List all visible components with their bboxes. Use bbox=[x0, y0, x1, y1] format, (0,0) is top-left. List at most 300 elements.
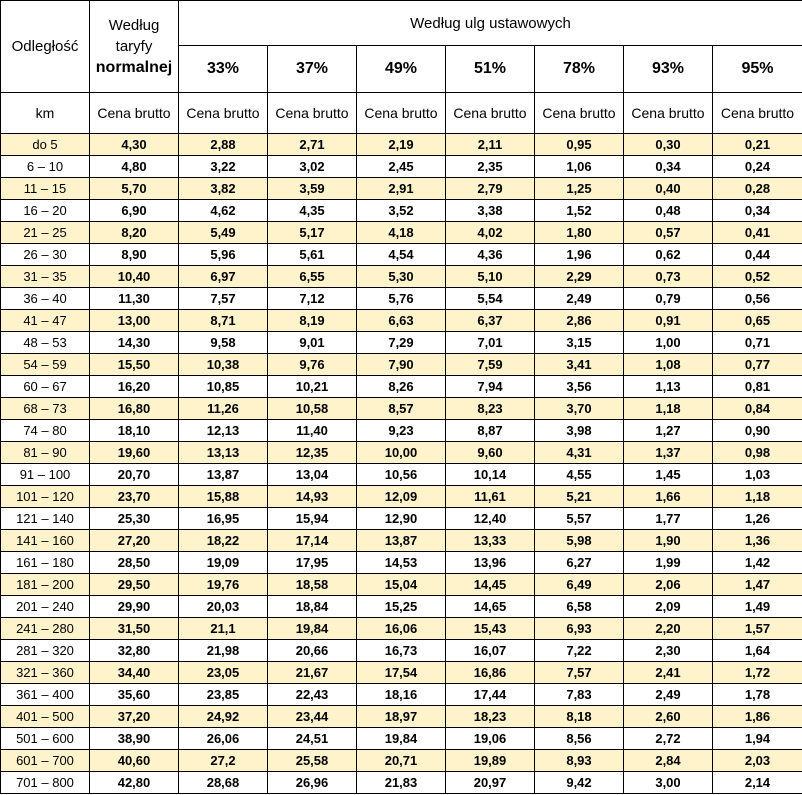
distance-cell: 48 – 53 bbox=[1, 332, 90, 354]
price-cell: 6,93 bbox=[535, 618, 624, 640]
price-cell: 8,18 bbox=[535, 706, 624, 728]
price-cell: 16,80 bbox=[90, 398, 179, 420]
price-cell: 0,21 bbox=[713, 134, 802, 156]
price-cell: 0,41 bbox=[713, 222, 802, 244]
price-cell: 6,49 bbox=[535, 574, 624, 596]
price-cell: 8,56 bbox=[535, 728, 624, 750]
distance-cell: 181 – 200 bbox=[1, 574, 90, 596]
price-cell: 6,55 bbox=[268, 266, 357, 288]
price-cell: 14,45 bbox=[446, 574, 535, 596]
price-cell: 7,57 bbox=[179, 288, 268, 310]
price-cell: 32,80 bbox=[90, 640, 179, 662]
price-cell: 3,02 bbox=[268, 156, 357, 178]
price-cell: 4,35 bbox=[268, 200, 357, 222]
price-cell: 0,84 bbox=[713, 398, 802, 420]
price-cell: 1,52 bbox=[535, 200, 624, 222]
table-row bbox=[1, 574, 802, 596]
price-cell: 3,41 bbox=[535, 354, 624, 376]
price-cell: 4,36 bbox=[446, 244, 535, 266]
table-row bbox=[1, 420, 802, 442]
price-cell: 13,96 bbox=[446, 552, 535, 574]
price-cell: 0,28 bbox=[713, 178, 802, 200]
price-cell: 1,25 bbox=[535, 178, 624, 200]
table-row bbox=[1, 662, 802, 684]
distance-header: Odległość bbox=[1, 1, 90, 93]
price-header: Cena brutto bbox=[90, 93, 179, 134]
price-cell: 16,20 bbox=[90, 376, 179, 398]
price-cell: 1,08 bbox=[624, 354, 713, 376]
price-cell: 21,67 bbox=[268, 662, 357, 684]
price-cell: 4,80 bbox=[90, 156, 179, 178]
table-row bbox=[1, 552, 802, 574]
price-cell: 12,40 bbox=[446, 508, 535, 530]
price-cell: 8,87 bbox=[446, 420, 535, 442]
price-cell: 12,90 bbox=[357, 508, 446, 530]
price-cell: 20,70 bbox=[90, 464, 179, 486]
price-cell: 23,85 bbox=[179, 684, 268, 706]
price-cell: 27,20 bbox=[90, 530, 179, 552]
price-cell: 13,87 bbox=[179, 464, 268, 486]
discount-header-51: 51% bbox=[446, 46, 535, 93]
table-row bbox=[1, 530, 802, 552]
price-cell: 0,57 bbox=[624, 222, 713, 244]
price-cell: 2,49 bbox=[535, 288, 624, 310]
table-row bbox=[1, 750, 802, 772]
price-cell: 20,03 bbox=[179, 596, 268, 618]
price-cell: 6,27 bbox=[535, 552, 624, 574]
price-cell: 18,22 bbox=[179, 530, 268, 552]
price-cell: 15,50 bbox=[90, 354, 179, 376]
price-cell: 4,30 bbox=[90, 134, 179, 156]
distance-cell: 60 – 67 bbox=[1, 376, 90, 398]
table-row bbox=[1, 486, 802, 508]
price-cell: 1,27 bbox=[624, 420, 713, 442]
price-cell: 1,45 bbox=[624, 464, 713, 486]
price-cell: 11,61 bbox=[446, 486, 535, 508]
price-cell: 3,38 bbox=[446, 200, 535, 222]
price-cell: 28,68 bbox=[179, 772, 268, 794]
distance-cell: 16 – 20 bbox=[1, 200, 90, 222]
distance-cell: 74 – 80 bbox=[1, 420, 90, 442]
distance-cell: 601 – 700 bbox=[1, 750, 90, 772]
price-cell: 20,66 bbox=[268, 640, 357, 662]
distance-cell: 701 – 800 bbox=[1, 772, 90, 794]
price-cell: 9,42 bbox=[535, 772, 624, 794]
price-cell: 27,2 bbox=[179, 750, 268, 772]
price-cell: 24,51 bbox=[268, 728, 357, 750]
distance-cell: 401 – 500 bbox=[1, 706, 90, 728]
price-cell: 2,06 bbox=[624, 574, 713, 596]
table-row bbox=[1, 266, 802, 288]
price-cell: 14,30 bbox=[90, 332, 179, 354]
price-cell: 10,00 bbox=[357, 442, 446, 464]
price-header: Cena brutto bbox=[535, 93, 624, 134]
price-cell: 8,19 bbox=[268, 310, 357, 332]
table-row bbox=[1, 332, 802, 354]
price-cell: 1,00 bbox=[624, 332, 713, 354]
price-cell: 38,90 bbox=[90, 728, 179, 750]
price-cell: 10,14 bbox=[446, 464, 535, 486]
price-cell: 3,98 bbox=[535, 420, 624, 442]
price-cell: 3,82 bbox=[179, 178, 268, 200]
price-cell: 7,01 bbox=[446, 332, 535, 354]
price-cell: 4,31 bbox=[535, 442, 624, 464]
price-cell: 23,05 bbox=[179, 662, 268, 684]
discount-header-33: 33% bbox=[179, 46, 268, 93]
price-cell: 31,50 bbox=[90, 618, 179, 640]
table-row bbox=[1, 376, 802, 398]
distance-cell: 26 – 30 bbox=[1, 244, 90, 266]
price-cell: 2,60 bbox=[624, 706, 713, 728]
price-cell: 5,30 bbox=[357, 266, 446, 288]
distance-cell: 54 – 59 bbox=[1, 354, 90, 376]
distance-cell: 241 – 280 bbox=[1, 618, 90, 640]
price-cell: 0,40 bbox=[624, 178, 713, 200]
price-cell: 2,03 bbox=[713, 750, 802, 772]
price-cell: 7,29 bbox=[357, 332, 446, 354]
price-cell: 2,41 bbox=[624, 662, 713, 684]
price-cell: 40,60 bbox=[90, 750, 179, 772]
table-row bbox=[1, 222, 802, 244]
price-cell: 19,06 bbox=[446, 728, 535, 750]
distance-cell: 141 – 160 bbox=[1, 530, 90, 552]
price-cell: 18,97 bbox=[357, 706, 446, 728]
discount-header-78: 78% bbox=[535, 46, 624, 93]
price-cell: 1,78 bbox=[713, 684, 802, 706]
price-header: Cena brutto bbox=[713, 93, 802, 134]
distance-cell: do 5 bbox=[1, 134, 90, 156]
price-cell: 9,23 bbox=[357, 420, 446, 442]
price-cell: 15,43 bbox=[446, 618, 535, 640]
table-row bbox=[1, 310, 802, 332]
distance-cell: 6 – 10 bbox=[1, 156, 90, 178]
price-cell: 1,18 bbox=[624, 398, 713, 420]
price-cell: 4,54 bbox=[357, 244, 446, 266]
distance-cell: 321 – 360 bbox=[1, 662, 90, 684]
price-cell: 15,25 bbox=[357, 596, 446, 618]
price-cell: 5,70 bbox=[90, 178, 179, 200]
price-cell: 21,1 bbox=[179, 618, 268, 640]
distance-cell: 36 – 40 bbox=[1, 288, 90, 310]
price-cell: 0,81 bbox=[713, 376, 802, 398]
discount-header-49: 49% bbox=[357, 46, 446, 93]
distance-cell: 281 – 320 bbox=[1, 640, 90, 662]
price-cell: 0,30 bbox=[624, 134, 713, 156]
price-cell: 6,97 bbox=[179, 266, 268, 288]
price-cell: 19,60 bbox=[90, 442, 179, 464]
price-cell: 16,95 bbox=[179, 508, 268, 530]
price-cell: 18,23 bbox=[446, 706, 535, 728]
price-cell: 10,58 bbox=[268, 398, 357, 420]
unit-header: km bbox=[1, 93, 90, 134]
price-cell: 10,38 bbox=[179, 354, 268, 376]
price-cell: 8,93 bbox=[535, 750, 624, 772]
price-cell: 1,49 bbox=[713, 596, 802, 618]
price-cell: 5,98 bbox=[535, 530, 624, 552]
price-cell: 0,34 bbox=[713, 200, 802, 222]
table-row bbox=[1, 200, 802, 222]
price-cell: 17,14 bbox=[268, 530, 357, 552]
price-cell: 17,95 bbox=[268, 552, 357, 574]
price-cell: 19,89 bbox=[446, 750, 535, 772]
distance-cell: 201 – 240 bbox=[1, 596, 90, 618]
price-cell: 0,65 bbox=[713, 310, 802, 332]
price-cell: 9,76 bbox=[268, 354, 357, 376]
price-cell: 10,85 bbox=[179, 376, 268, 398]
price-cell: 16,07 bbox=[446, 640, 535, 662]
price-cell: 25,58 bbox=[268, 750, 357, 772]
price-cell: 3,59 bbox=[268, 178, 357, 200]
price-cell: 4,55 bbox=[535, 464, 624, 486]
price-cell: 18,84 bbox=[268, 596, 357, 618]
price-cell: 0,73 bbox=[624, 266, 713, 288]
distance-cell: 81 – 90 bbox=[1, 442, 90, 464]
price-cell: 42,80 bbox=[90, 772, 179, 794]
price-cell: 0,77 bbox=[713, 354, 802, 376]
price-cell: 7,57 bbox=[535, 662, 624, 684]
distance-cell: 101 – 120 bbox=[1, 486, 90, 508]
price-cell: 34,40 bbox=[90, 662, 179, 684]
price-cell: 12,35 bbox=[268, 442, 357, 464]
price-cell: 7,22 bbox=[535, 640, 624, 662]
price-cell: 8,71 bbox=[179, 310, 268, 332]
price-cell: 8,90 bbox=[90, 244, 179, 266]
price-cell: 17,44 bbox=[446, 684, 535, 706]
price-cell: 2,20 bbox=[624, 618, 713, 640]
price-cell: 7,90 bbox=[357, 354, 446, 376]
price-cell: 5,76 bbox=[357, 288, 446, 310]
price-cell: 0,98 bbox=[713, 442, 802, 464]
price-cell: 17,54 bbox=[357, 662, 446, 684]
discount-header-93: 93% bbox=[624, 46, 713, 93]
price-cell: 7,83 bbox=[535, 684, 624, 706]
price-cell: 2,79 bbox=[446, 178, 535, 200]
price-cell: 5,17 bbox=[268, 222, 357, 244]
price-cell: 12,09 bbox=[357, 486, 446, 508]
price-header: Cena brutto bbox=[268, 93, 357, 134]
price-cell: 6,90 bbox=[90, 200, 179, 222]
price-cell: 0,24 bbox=[713, 156, 802, 178]
price-cell: 11,40 bbox=[268, 420, 357, 442]
price-cell: 16,73 bbox=[357, 640, 446, 662]
price-cell: 2,88 bbox=[179, 134, 268, 156]
price-cell: 19,09 bbox=[179, 552, 268, 574]
price-cell: 2,14 bbox=[713, 772, 802, 794]
price-cell: 25,30 bbox=[90, 508, 179, 530]
price-cell: 0,79 bbox=[624, 288, 713, 310]
price-cell: 1,26 bbox=[713, 508, 802, 530]
price-header: Cena brutto bbox=[446, 93, 535, 134]
price-cell: 0,91 bbox=[624, 310, 713, 332]
normal-fare-header-line1: Według bbox=[108, 17, 160, 34]
price-cell: 9,01 bbox=[268, 332, 357, 354]
price-header: Cena brutto bbox=[357, 93, 446, 134]
table-row bbox=[1, 596, 802, 618]
price-cell: 22,43 bbox=[268, 684, 357, 706]
price-cell: 10,21 bbox=[268, 376, 357, 398]
price-cell: 13,04 bbox=[268, 464, 357, 486]
price-cell: 13,00 bbox=[90, 310, 179, 332]
price-cell: 21,83 bbox=[357, 772, 446, 794]
table-row bbox=[1, 178, 802, 200]
distance-cell: 91 – 100 bbox=[1, 464, 90, 486]
price-header: Cena brutto bbox=[179, 93, 268, 134]
price-cell: 6,63 bbox=[357, 310, 446, 332]
price-cell: 15,94 bbox=[268, 508, 357, 530]
distance-cell: 121 – 140 bbox=[1, 508, 90, 530]
price-cell: 26,06 bbox=[179, 728, 268, 750]
price-cell: 9,58 bbox=[179, 332, 268, 354]
price-cell: 15,88 bbox=[179, 486, 268, 508]
price-cell: 20,71 bbox=[357, 750, 446, 772]
price-cell: 28,50 bbox=[90, 552, 179, 574]
price-cell: 13,87 bbox=[357, 530, 446, 552]
price-cell: 5,57 bbox=[535, 508, 624, 530]
price-cell: 1,99 bbox=[624, 552, 713, 574]
distance-cell: 361 – 400 bbox=[1, 684, 90, 706]
distance-cell: 31 – 35 bbox=[1, 266, 90, 288]
price-cell: 3,56 bbox=[535, 376, 624, 398]
price-cell: 18,16 bbox=[357, 684, 446, 706]
price-cell: 11,26 bbox=[179, 398, 268, 420]
price-cell: 16,86 bbox=[446, 662, 535, 684]
price-cell: 1,57 bbox=[713, 618, 802, 640]
price-cell: 4,62 bbox=[179, 200, 268, 222]
distance-cell: 501 – 600 bbox=[1, 728, 90, 750]
price-cell: 4,02 bbox=[446, 222, 535, 244]
price-cell: 1,06 bbox=[535, 156, 624, 178]
price-cell: 0,56 bbox=[713, 288, 802, 310]
price-cell: 6,37 bbox=[446, 310, 535, 332]
price-cell: 23,44 bbox=[268, 706, 357, 728]
discounts-header: Według ulg ustawowych bbox=[179, 1, 802, 46]
price-cell: 2,86 bbox=[535, 310, 624, 332]
price-cell: 2,29 bbox=[535, 266, 624, 288]
price-cell: 16,06 bbox=[357, 618, 446, 640]
price-cell: 7,12 bbox=[268, 288, 357, 310]
table-body bbox=[1, 134, 802, 794]
price-cell: 1,80 bbox=[535, 222, 624, 244]
price-cell: 24,92 bbox=[179, 706, 268, 728]
price-cell: 0,44 bbox=[713, 244, 802, 266]
price-cell: 1,90 bbox=[624, 530, 713, 552]
price-cell: 0,48 bbox=[624, 200, 713, 222]
price-cell: 0,62 bbox=[624, 244, 713, 266]
table-row bbox=[1, 442, 802, 464]
normal-fare-header-line3: normalnej bbox=[95, 59, 173, 76]
price-cell: 2,72 bbox=[624, 728, 713, 750]
price-cell: 10,40 bbox=[90, 266, 179, 288]
price-cell: 29,50 bbox=[90, 574, 179, 596]
price-cell: 3,70 bbox=[535, 398, 624, 420]
price-cell: 12,13 bbox=[179, 420, 268, 442]
table-row bbox=[1, 772, 802, 794]
price-cell: 1,64 bbox=[713, 640, 802, 662]
table-row bbox=[1, 288, 802, 310]
price-cell: 8,26 bbox=[357, 376, 446, 398]
price-cell: 5,49 bbox=[179, 222, 268, 244]
price-cell: 2,11 bbox=[446, 134, 535, 156]
price-cell: 3,22 bbox=[179, 156, 268, 178]
price-cell: 21,98 bbox=[179, 640, 268, 662]
distance-cell: 11 – 15 bbox=[1, 178, 90, 200]
table-row bbox=[1, 156, 802, 178]
price-cell: 1,96 bbox=[535, 244, 624, 266]
price-cell: 10,56 bbox=[357, 464, 446, 486]
price-cell: 26,96 bbox=[268, 772, 357, 794]
price-cell: 18,10 bbox=[90, 420, 179, 442]
price-cell: 19,84 bbox=[357, 728, 446, 750]
price-cell: 2,45 bbox=[357, 156, 446, 178]
table-row bbox=[1, 354, 802, 376]
price-cell: 4,18 bbox=[357, 222, 446, 244]
price-cell: 11,30 bbox=[90, 288, 179, 310]
table-row bbox=[1, 464, 802, 486]
price-cell: 14,53 bbox=[357, 552, 446, 574]
price-cell: 1,13 bbox=[624, 376, 713, 398]
price-cell: 29,90 bbox=[90, 596, 179, 618]
price-cell: 1,94 bbox=[713, 728, 802, 750]
price-cell: 2,19 bbox=[357, 134, 446, 156]
price-cell: 2,35 bbox=[446, 156, 535, 178]
price-cell: 1,77 bbox=[624, 508, 713, 530]
price-cell: 2,09 bbox=[624, 596, 713, 618]
discount-header-37: 37% bbox=[268, 46, 357, 93]
table-header bbox=[1, 1, 802, 134]
price-cell: 13,13 bbox=[179, 442, 268, 464]
distance-cell: 41 – 47 bbox=[1, 310, 90, 332]
price-cell: 8,57 bbox=[357, 398, 446, 420]
price-cell: 0,95 bbox=[535, 134, 624, 156]
price-cell: 37,20 bbox=[90, 706, 179, 728]
price-cell: 2,30 bbox=[624, 640, 713, 662]
price-cell: 0,52 bbox=[713, 266, 802, 288]
price-cell: 14,93 bbox=[268, 486, 357, 508]
normal-fare-header bbox=[90, 1, 179, 93]
price-cell: 1,03 bbox=[713, 464, 802, 486]
table-row bbox=[1, 706, 802, 728]
price-cell: 23,70 bbox=[90, 486, 179, 508]
price-cell: 1,72 bbox=[713, 662, 802, 684]
price-cell: 15,04 bbox=[357, 574, 446, 596]
price-cell: 2,91 bbox=[357, 178, 446, 200]
price-cell: 3,15 bbox=[535, 332, 624, 354]
table-row bbox=[1, 728, 802, 750]
price-cell: 1,66 bbox=[624, 486, 713, 508]
distance-cell: 21 – 25 bbox=[1, 222, 90, 244]
table-row bbox=[1, 398, 802, 420]
price-cell: 13,33 bbox=[446, 530, 535, 552]
price-cell: 5,10 bbox=[446, 266, 535, 288]
price-cell: 5,21 bbox=[535, 486, 624, 508]
price-cell: 0,34 bbox=[624, 156, 713, 178]
table-row bbox=[1, 244, 802, 266]
distance-cell: 68 – 73 bbox=[1, 398, 90, 420]
normal-fare-header-line2: taryfy bbox=[115, 38, 153, 55]
price-cell: 5,54 bbox=[446, 288, 535, 310]
price-cell: 2,84 bbox=[624, 750, 713, 772]
price-cell: 0,90 bbox=[713, 420, 802, 442]
price-cell: 19,76 bbox=[179, 574, 268, 596]
price-cell: 35,60 bbox=[90, 684, 179, 706]
price-cell: 1,42 bbox=[713, 552, 802, 574]
price-cell: 1,47 bbox=[713, 574, 802, 596]
distance-cell: 161 – 180 bbox=[1, 552, 90, 574]
price-cell: 8,20 bbox=[90, 222, 179, 244]
price-cell: 7,59 bbox=[446, 354, 535, 376]
price-cell: 18,58 bbox=[268, 574, 357, 596]
price-cell: 19,84 bbox=[268, 618, 357, 640]
